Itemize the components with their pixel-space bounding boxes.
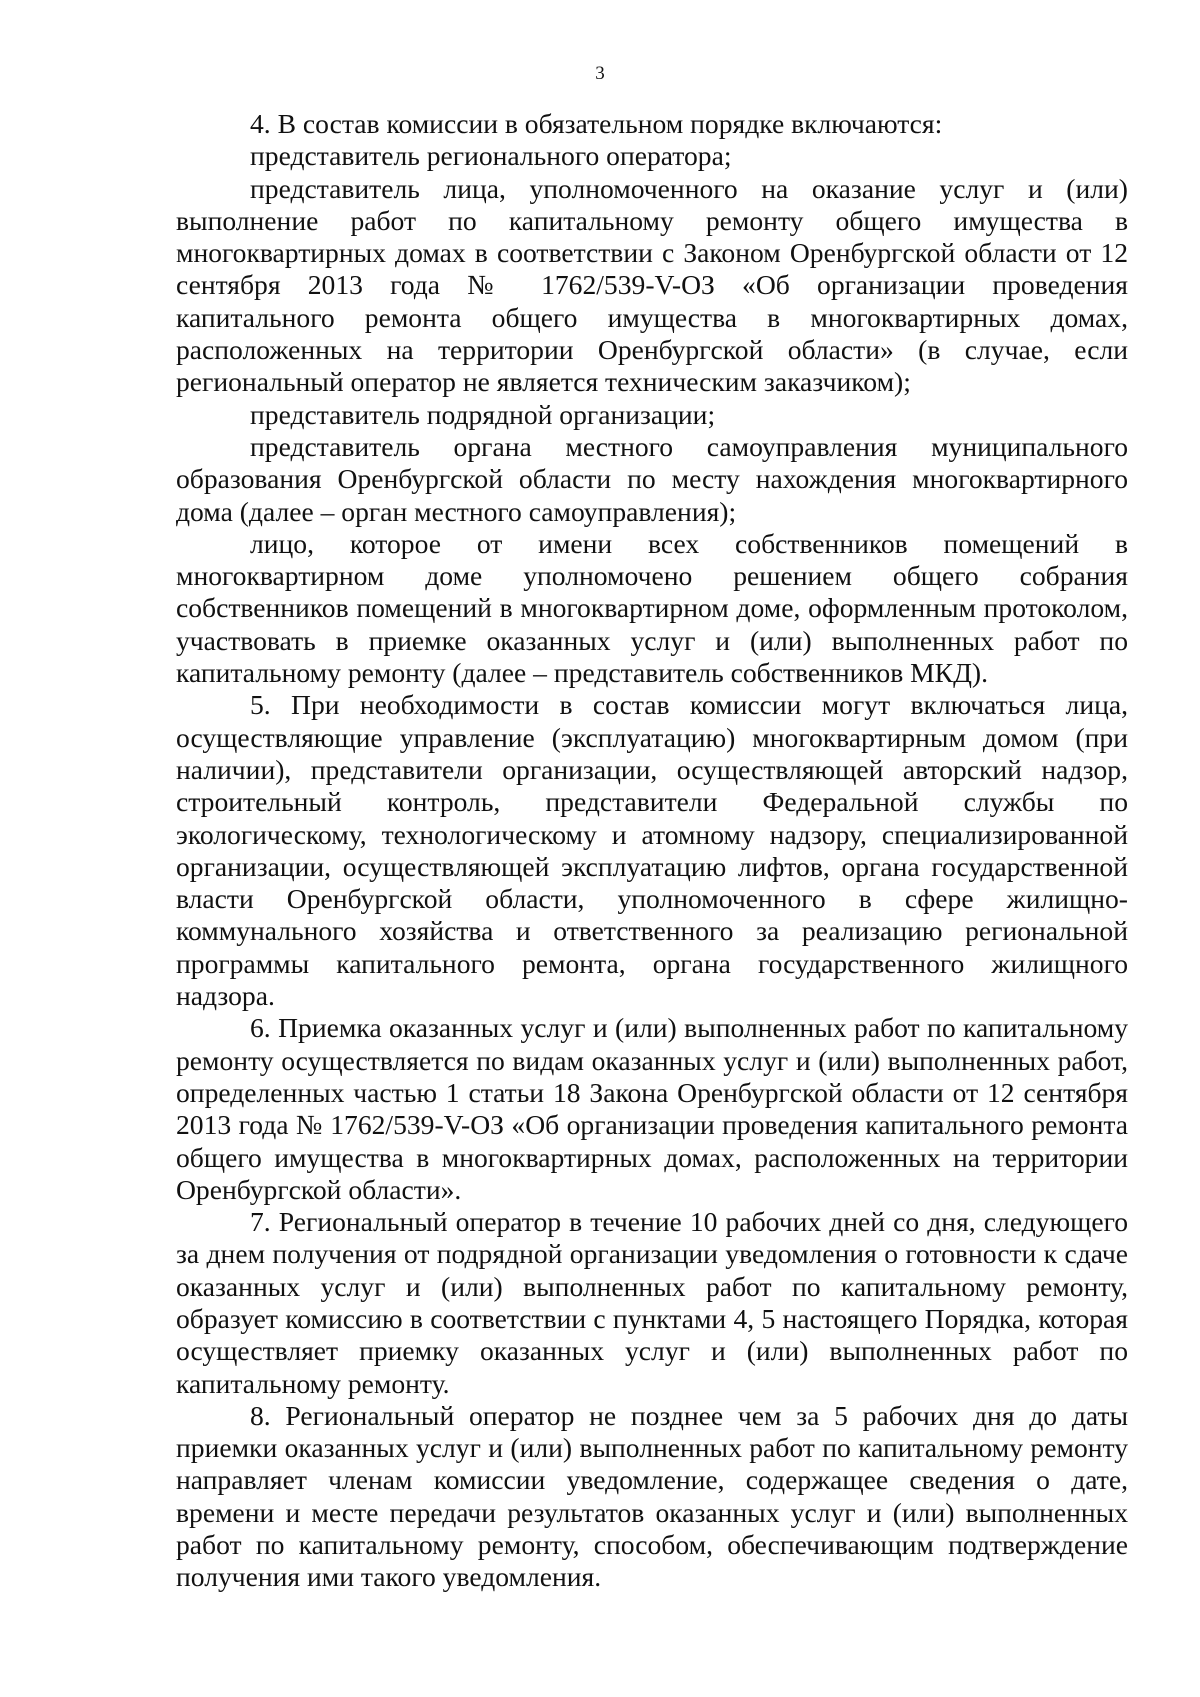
paragraph-owners-rep: лицо, которое от имени всех собственников помещений в многоквартирном доме уполномочено решением общего собрания собственников помещений в многоквартирном доме, оформленным протоколом, участвовать в приемке оказанных услуг и (или) выполненных работ по капитальному ремонту (далее – представитель собственников МКД).: [176, 527, 1128, 689]
paragraph-local-government-rep: представитель органа местного самоуправления муниципального образования Оренбургской области по месту нахождения многоквартирного дома (далее – орган местного самоуправления);: [176, 430, 1128, 527]
paragraph-item-7: 7. Региональный оператор в течение 10 рабочих дней со дня, следующего за днем получения от подрядной организации уведомления о готовности к сдаче оказанных услуг и (или) выполненных работ по капитальному ремонту, образует комиссию в соответствии с пунктами 4, 5 настоящего Порядка, которая осуществляет приемку оказанных услуг и (или) выполненных работ по капитальному ремонту.: [176, 1206, 1128, 1399]
paragraph-item-8: 8. Региональный оператор не позднее чем за 5 рабочих дня до даты приемки оказанных услуг и (или) выполненных работ по капитальному ремонту направляет членам комиссии уведомление, содержащее сведения о дате, времени и месте передачи результатов оказанных услуг и (или) выполненных работ по капитальному ремонту, способом, обеспечивающим подтверждение получения ими такого уведомления.: [176, 1399, 1128, 1593]
document-body: [176, 108, 1128, 1594]
paragraph-item-4-intro: 4. В состав комиссии в обязательном порядке включаются:: [250, 108, 943, 139]
paragraph-regional-operator-rep: представитель регионального оператора;: [250, 140, 732, 172]
paragraph-item-6: 6. Приемка оказанных услуг и (или) выполненных работ по капитальному ремонту осуществляется по видам оказанных услуг и (или) выполненных работ, определенных частью 1 статьи 18 Закона Оренбургской области от 12 сентября 2013 года № 1762/539-V-ОЗ «Об организации проведения капитального ремонта общего имущества в многоквартирных домах, расположенных на территории Оренбургской области».: [176, 1012, 1128, 1205]
page-number: 3: [595, 63, 605, 84]
paragraph-authorized-person-rep: представитель лица, уполномоченного на оказание услуг и (или) выполнение работ по капитальному ремонту общего имущества в многоквартирных домах в соответствии с Законом Оренбургской области от 12 сентября 2013 года № 1762/539-V-ОЗ «Об организации проведения капитального ремонта общего имущества в многоквартирных домах, расположенных на территории Оренбургской области» (в случае, если региональный оператор не является техническим заказчиком);: [176, 172, 1128, 398]
paragraph-item-5: 5. При необходимости в состав комиссии могут включаться лица, осуществляющие управление (эксплуатацию) многоквартирным домом (при наличии), представители организации, осуществляющей авторский надзор, строительный контроль, представители Федеральной службы по экологическому, технологическому и атомному надзору, специализированной организации, осуществляющей эксплуатацию лифтов, органа государственной власти Оренбургской области, уполномоченного в сфере жилищно-коммунального хозяйства и ответственного за реализацию региональной программы капитального ремонта, органа государственного жилищного надзора.: [176, 689, 1128, 1012]
paragraph-contractor-rep: представитель подрядной организации;: [250, 398, 716, 430]
